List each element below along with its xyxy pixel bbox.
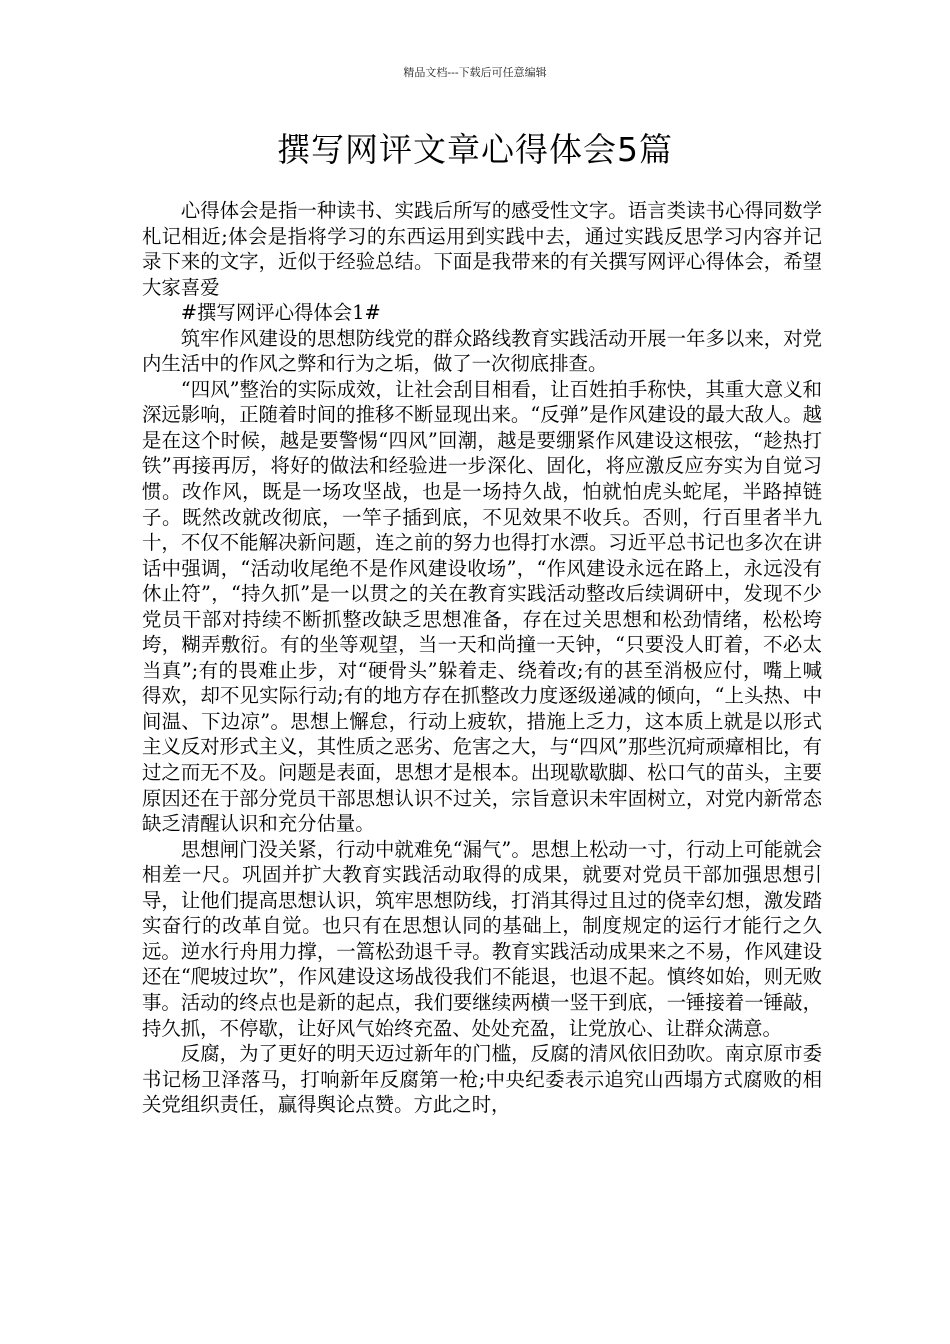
paragraph: 思想闸门没关紧，行动中就难免“漏气”。思想上松动一寸，行动上可能就会相差一尺。巩固并扩大教育实践活动取得的成果，就要对党员干部加强思想引导，让他们提高思想认识，筑牢思想防线，打消其得过且过的侥幸幻想，激发踏实奋行的改革自觉。也只有在思想认同的基础上，制度规定的运行才能行之久远。逆水行舟用力撑，一篙松劲退千寻。教育实践活动成果来之不易，作风建设还在“爬坡过坎”，作风建设这场战役我们不能退，也退不起。慎终如始，则无败事。活动的终点也是新的起点，我们要继续两横一竖干到底，一锤接着一锤敲，持久抓，不停歇，让好风气始终充盈、处处充盈，让党放心、让群众满意。 — [142, 837, 822, 1040]
paragraph: 筑牢作风建设的思想防线党的群众路线教育实践活动开展一年多以来，对党内生活中的作风之弊和行为之垢，做了一次彻底排查。 — [142, 326, 822, 376]
document-body — [142, 198, 822, 1118]
header-note: 精品文档---下载后可任意编辑 — [403, 66, 547, 79]
paragraph: “四风”整治的实际成效，让社会刮目相看，让百姓拍手称快，其重大意义和深远影响，正随着时间的推移不断显现出来。“反弹”是作风建设的最大敌人。越是在这个时候，越是要警惕“四风”回潮，越是要绷紧作风建设这根弦，“趁热打铁”再接再厉，将好的做法和经验进一步深化、固化，将应激反应夯实为自觉习惯。改作风，既是一场攻坚战，也是一场持久战，怕就怕虎头蛇尾，半路掉链子。既然改就改彻底，一竿子插到底，不见效果不收兵。否则，行百里者半九十，不仅不能解决新问题，连之前的努力也得打水漂。习近平总书记也多次在讲话中强调，“活动收尾绝不是作风建设收场”，“作风建设永远在路上，永远没有休止符”，“持久抓”是一以贯之的关在教育实践活动整改后续调研中，发现不少党员干部对持续不断抓整改缺乏思想准备，存在过关思想和松劲情绪，松松垮垮，糊弄敷衍。有的坐等观望，当一天和尚撞一天钟，“只要没人盯着，不必太当真”;有的畏难止步，对“硬骨头”躲着走、绕着改;有的甚至消极应付，嘴上喊得欢，却不见实际行动;有的地方存在抓整改力度逐级递减的倾向，“上头热、中间温、下边凉”。思想上懈怠，行动上疲软，措施上乏力，这本质上就是以形式主义反对形式主义，其性质之恶劣、危害之大，与“四风”那些沉疴顽瘴相比，有过之而无不及。问题是表面，思想才是根本。出现歇歇脚、松口气的苗头，主要原因还在于部分党员干部思想认识不过关，宗旨意识未牢固树立，对党内新常态缺乏清醒认识和充分估量。 — [142, 377, 822, 836]
section-heading: #撰写网评心得体会1# — [180, 301, 381, 325]
page-title: 撰写网评文章心得体会5篇 — [277, 130, 673, 169]
paragraph: 反腐，为了更好的明天迈过新年的门槛，反腐的清风依旧劲吹。南京原市委书记杨卫泽落马，打响新年反腐第一枪;中央纪委表示追究山西塌方式腐败的相关党组织责任，赢得舆论点赞。方此之时， — [142, 1042, 822, 1117]
paragraph-intro: 心得体会是指一种读书、实践后所写的感受性文字。语言类读书心得同数学札记相近;体会是指将学习的东西运用到实践中去，通过实践反思学习内容并记录下来的文字，近似于经验总结。下面是我带来的有关撰写网评心得体会，希望大家喜爱 — [142, 199, 822, 299]
